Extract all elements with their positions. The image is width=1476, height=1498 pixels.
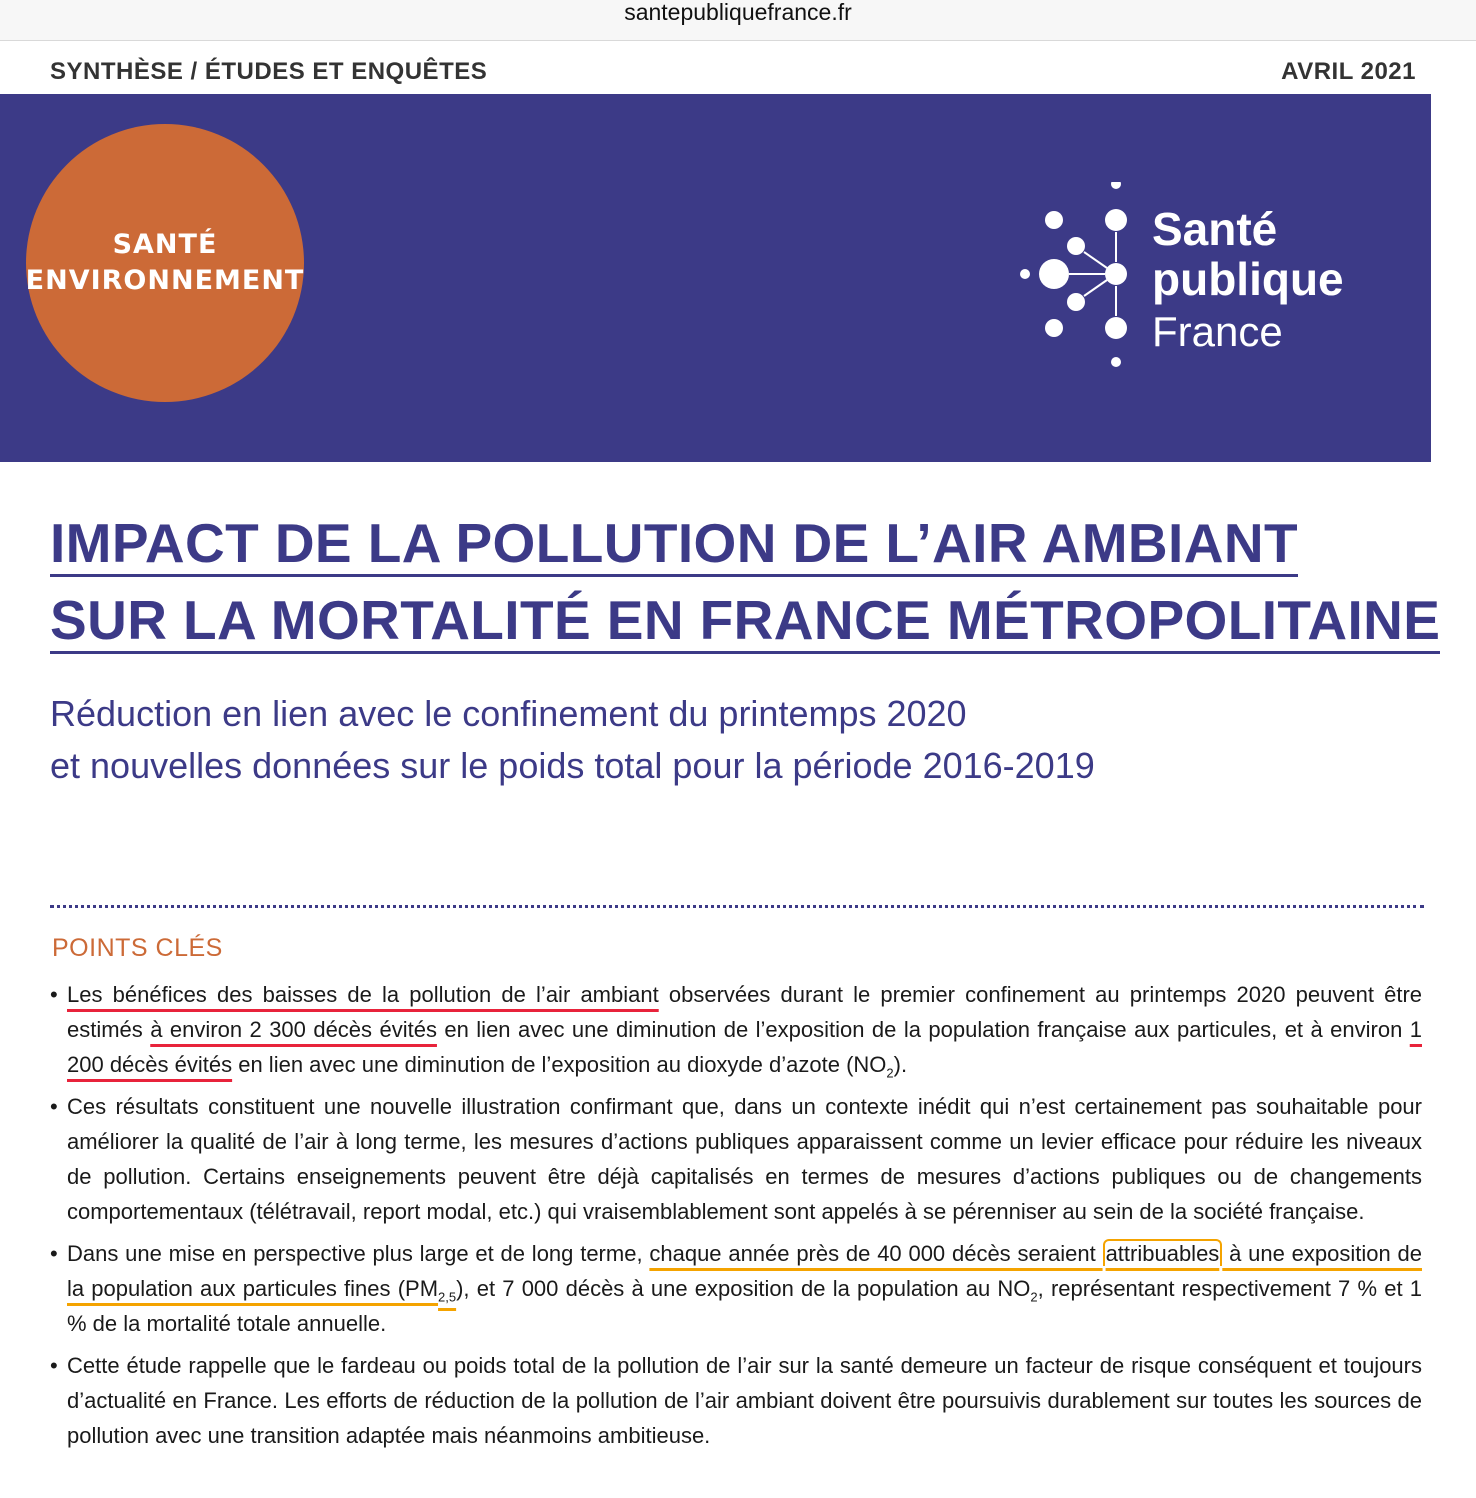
browser-url-bar[interactable] (0, 0, 1476, 41)
banner (0, 94, 1431, 462)
logo-line-3: France (1152, 308, 1283, 355)
document-title (50, 505, 1450, 659)
badge-line-2: ENVIRONNEMENT (25, 265, 305, 296)
subscript: 2 (1030, 1289, 1038, 1305)
title-line-1: IMPACT DE LA POLLUTION DE L’AIR AMBIANT (50, 512, 1298, 577)
url-text: santepubliquefrance.fr (624, 0, 852, 25)
sante-publique-logo (1010, 182, 1370, 382)
key-points-list (50, 977, 1422, 1460)
logo-line-1: Santé (1152, 203, 1278, 255)
category-label: SYNTHÈSE / ÉTUDES ET ENQUÊTES (50, 58, 488, 85)
publication-date: AVRIL 2021 (1281, 58, 1416, 85)
subscript: 2 (886, 1065, 894, 1081)
text-fragment: Dans une mise en perspective plus large et de long terme, (67, 1241, 650, 1266)
highlight-benefits: Les bénéfices des baisses de la pollution de l’air ambiant (67, 982, 659, 1007)
highlight-2300-deaths: à environ 2 300 décès évités (150, 1017, 437, 1042)
key-point-1 (50, 977, 1422, 1082)
subtitle-line-2: et nouvelles données sur le poids total pour la période 2016-2019 (50, 745, 1095, 786)
key-point-4: • Cette étude rappelle que le fardeau ou poids total de la pollution de l’air sur la santé demeure un facteur de risque conséquent et toujours d’actualité en France. Les efforts de réduction de la pollution de l’air ambiant doivent être poursuivis durablement sur toutes les sources de pollution avec une transition adaptée mais néanmoins ambitieuse. (50, 1348, 1422, 1453)
highlight-pm25: à une exposition de la population aux particules fines (PM (67, 1241, 1422, 1301)
logo-dots-icon (1010, 182, 1150, 382)
text-fragment: ), et 7 000 décès à une exposition de la population au NO (456, 1276, 1031, 1301)
document-header (50, 58, 1416, 88)
logo-line-2: publique (1152, 253, 1344, 305)
key-point-3 (50, 1236, 1422, 1341)
text-fragment: ). (893, 1052, 908, 1077)
bracketed-word: attribuables (1103, 1239, 1223, 1266)
highlight-1200-deaths: 1 200 décès évités (67, 1017, 1422, 1077)
key-points-heading: POINTS CLÉS (52, 934, 223, 962)
text-fragment: en lien avec une diminution de l’exposition de la population française aux particules, et à environ (436, 1017, 1410, 1042)
key-point-2: • Ces résultats constituent une nouvelle illustration confirmant que, dans un contexte inédit qui n’est certainement pas souhaitable pour améliorer la qualité de l’air à long terme, les mesures d’actions publiques apparaissent comme un levier efficace pour réduire les niveaux de pollution. Certains enseignements peuvent être déjà capitalisés en termes de mesures d’actions publiques ou de changements comportementaux (télétravail, report modal, etc.) qui vraisemblablement sont appelés à se pérenniser au sein de la société française. (50, 1089, 1422, 1229)
subscript: 2,5 (438, 1289, 457, 1305)
text-fragment: observées durant le premier confinement au printemps 2020 peuvent être estimés (67, 982, 1423, 1042)
badge-line-1: SANTÉ (112, 229, 218, 260)
text-fragment: , représentant respectivement 7 % et 1 % de la mortalité totale annuelle. (67, 1276, 1422, 1336)
dotted-divider (50, 905, 1424, 908)
highlight-40000-deaths: chaque année près de 40 000 décès seraient (649, 1241, 1103, 1266)
document-subtitle (50, 688, 1450, 792)
topic-badge (26, 124, 304, 402)
logo-wordmark (1152, 204, 1344, 360)
subtitle-line-1: Réduction en lien avec le confinement du printemps 2020 (50, 693, 967, 734)
text-fragment: en lien avec une diminution de l’exposition au dioxyde d’azote (NO (232, 1052, 887, 1077)
title-line-2: SUR LA MORTALITÉ EN FRANCE MÉTROPOLITAINE (50, 589, 1440, 654)
